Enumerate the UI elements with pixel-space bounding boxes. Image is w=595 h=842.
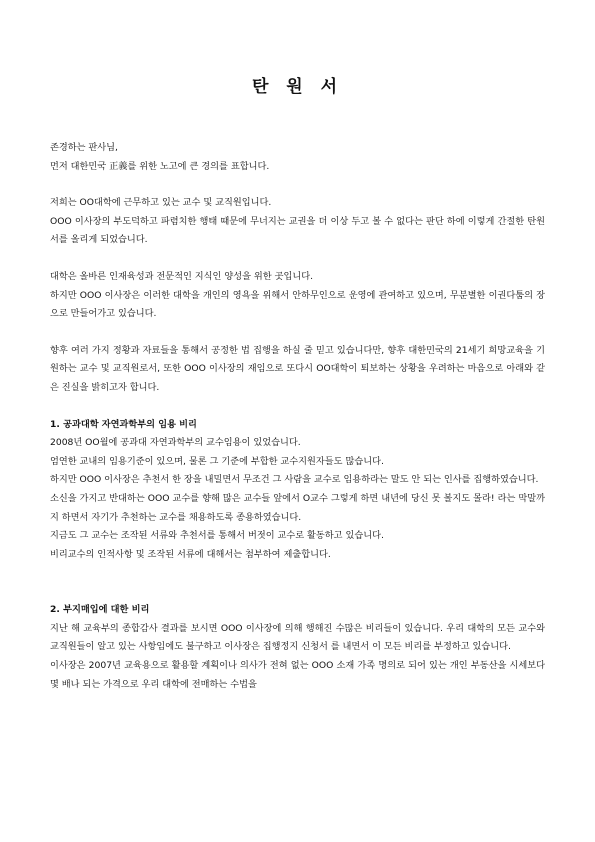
- intro-paragraph: OOO 이사장의 부도덕하고 파렴치한 행태 때문에 무너지는 교권을 더 이상 두고 볼 수 없다는 판단 하에 이렇게 간절한 탄원서를 올리게 되었습니다.: [50, 215, 545, 246]
- greeting-line: 먼저 대한민국 正義를 위한 노고에 큰 경의를 표합니다.: [50, 160, 270, 172]
- section-paragraph: 하지만 OOO 이사장은 추천서 한 장을 내밀면서 무조건 그 사람을 교수로 임용하라는 말도 안 되는 인사를 집행하였습니다.: [50, 474, 539, 486]
- section-heading: 1. 공과대학 자연과학부의 임용 비리: [50, 418, 197, 430]
- document-title: 탄 원 서: [251, 77, 344, 97]
- greeting-line: 존경하는 판사님,: [50, 142, 118, 153]
- section-paragraph: 소신을 가지고 반대하는 OOO 교수를 향해 많은 교수들 앞에서 O교수 그렇게 하면 내년에 당신 못 볼지도 몰라! 라는 막말까지 하면서 자기가 추천하는 교수를 채용하도록 종용하였습니다.: [50, 492, 545, 523]
- section-paragraph: 지금도 그 교수는 조작된 서류와 추천서를 통해서 버젓이 교수로 활동하고 있습니다.: [50, 530, 384, 542]
- intro-paragraph: 저희는 OO대학에 근무하고 있는 교수 및 교직원입니다.: [50, 197, 272, 209]
- section-heading: 2. 부지매입에 대한 비리: [50, 604, 150, 616]
- document-body: [50, 139, 545, 694]
- section-paragraph: 2008년 OO월에 공과대 자연과학부의 교수임용이 있었습니다.: [50, 437, 301, 449]
- context-paragraph: 대학은 올바른 인재육성과 전문적인 지식인 양성을 위한 곳입니다.: [50, 270, 313, 282]
- section-paragraph: 엄연한 교내의 임용기준이 있으며, 물론 그 기준에 부합한 교수지원자들도 많습니다.: [50, 455, 384, 467]
- context-paragraph: 하지만 OOO 이사장은 이러한 대학을 개인의 영욕을 위해서 안하무인으로 운영에 관여하고 있으며, 무분별한 이권다툼의 장으로 만들어가고 있습니다.: [50, 289, 545, 320]
- section-paragraph: 지난 해 교육부의 종합감사 결과를 보시면 OOO 이사장에 의해 행해진 수많은 비리들이 있습니다. 우리 대학의 모든 교수와 교직원들이 알고 있는 사항임에도 불구하고 이사장은 집행정지 신청서 를 내면서 이 모든 비리를 부정하고 있습니다.: [50, 622, 545, 653]
- section-paragraph: 이사장은 2007년 교육용으로 활용할 계획이나 의사가 전혀 없는 OOO 소재 가족 명의로 되어 있는 개인 부동산을 시세보다 몇 배나 되는 가격으로 우리 대학에 전매하는 수법을: [50, 660, 545, 690]
- request-paragraph: 향후 여러 가지 정황과 자료들을 통해서 공정한 법 집행을 하실 줄 믿고 있습니다만, 향후 대한민국의 21세기 희망교육을 기원하는 교수 및 교직원로서, 또한 OOO 이사장의 재임으로 또다시 OO대학이 퇴보하는 상황을 우려하는 마음으로 아래와 같은 진실을 밝히고자 합니다.: [50, 344, 545, 393]
- section-paragraph: 비리교수의 인적사항 및 조작된 서류에 대해서는 첨부하여 제출합니다.: [50, 548, 331, 560]
